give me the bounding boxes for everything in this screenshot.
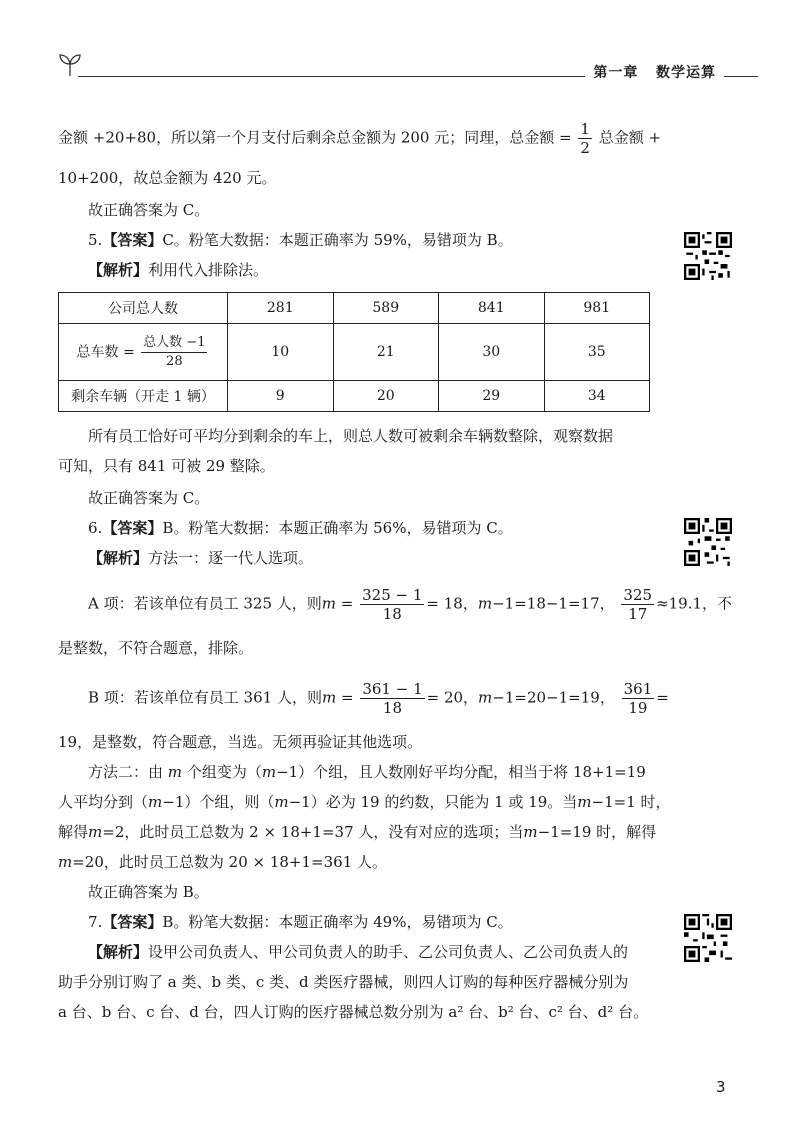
table-cell: 29	[439, 381, 545, 412]
fraction-denominator: 17	[628, 605, 648, 623]
fraction-numerator: 总人数 −1	[141, 334, 207, 353]
table-row	[59, 381, 650, 412]
variable-m: m	[167, 763, 183, 781]
text-segment: B 项：若该单位有员工 361 人，则	[88, 688, 322, 707]
text-line	[58, 120, 661, 157]
text-segment: −1=20−1=19，	[492, 688, 615, 707]
header-title	[585, 62, 724, 82]
text-segment: 总车数 =	[76, 344, 135, 360]
text-segment: −1=1 时，	[591, 793, 671, 811]
variable-m: m	[88, 823, 103, 841]
fraction	[622, 680, 655, 717]
answer-line	[88, 230, 513, 250]
text-line: 所有员工恰好可平均分到剩余的车上，则总人数可被剩余车辆数整除，观察数据	[88, 427, 614, 445]
variable-m: m	[321, 594, 337, 613]
text-segment: −1）必为 19 的约数，只能为 1 或 19。当	[288, 793, 578, 811]
text-segment: 个组变为（	[186, 763, 262, 781]
table-cell: 981	[544, 293, 650, 324]
text-line: 助手分别订购了 a 类、b 类、c 类、d 类医疗器械，则四人订购的每种医疗器械分别为	[58, 973, 629, 991]
table-cell: 9	[228, 381, 334, 412]
text-segment: 解得	[58, 823, 89, 841]
analysis-tag: 【解析】	[88, 261, 149, 279]
text-segment: C。粉笔大数据：本题正确率为 59%，易错项为 B。	[162, 231, 513, 249]
text-line: 19，是整数，符合题意，当选。无须再验证其他选项。	[58, 733, 423, 751]
variable-m: m	[523, 823, 538, 841]
text-segment: 金额 +20+80，所以第一个月支付后剩余总金额为 200 元；同理，总金额 =	[58, 128, 572, 147]
text-segment: 方法二：由	[88, 763, 164, 781]
text-line: 10+200，故总金额为 420 元。	[58, 169, 277, 187]
variable-m: m	[478, 688, 493, 707]
table-cell: 10	[228, 324, 334, 381]
text-line: 可知，只有 841 可被 29 整除。	[58, 457, 275, 475]
text-line	[88, 762, 646, 782]
text-segment: −1）个组，则（	[162, 793, 275, 811]
variable-m: m	[577, 793, 592, 811]
text-segment: ≈19.1，不	[656, 594, 733, 613]
qr-code-icon[interactable]	[684, 232, 732, 280]
data-table	[58, 292, 650, 412]
answer-tag: 【答案】	[102, 913, 163, 931]
table-row	[59, 293, 650, 324]
analysis-line	[88, 942, 628, 962]
text-segment: =	[336, 594, 354, 613]
text-segment: 总金额 +	[598, 128, 662, 147]
variable-m: m	[261, 763, 277, 781]
fraction-denominator: 19	[628, 699, 648, 717]
variable-m: m	[274, 793, 289, 811]
table-cell: 公司总人数	[59, 293, 228, 324]
text-line: 故正确答案为 B。	[88, 883, 209, 901]
text-segment: −1=19 时，解得	[537, 823, 657, 841]
table-cell	[59, 324, 228, 381]
text-segment: 利用代入排除法。	[148, 261, 269, 279]
fraction	[621, 586, 654, 623]
leaf-icon	[58, 52, 82, 78]
page-number: 3	[716, 1078, 726, 1096]
qr-code-icon[interactable]	[684, 914, 732, 962]
analysis-line	[88, 260, 268, 280]
answer-line	[88, 518, 513, 538]
fraction	[360, 586, 424, 623]
chapter-title: 数学运算	[656, 65, 716, 81]
fraction-numerator: 1	[580, 120, 590, 138]
table-cell: 21	[333, 324, 439, 381]
text-segment: 人平均分到（	[58, 793, 149, 811]
analysis-tag: 【解析】	[88, 549, 149, 567]
chapter-label: 第一章	[593, 65, 639, 81]
fraction-denominator: 18	[382, 699, 403, 717]
text-segment: =	[656, 688, 669, 707]
text-line	[58, 822, 656, 842]
fraction	[578, 120, 592, 157]
fraction	[141, 334, 207, 371]
fraction-denominator: 28	[166, 353, 183, 369]
answer-line	[88, 912, 513, 932]
text-segment: −1）个组，且人数刚好平均分配，相当于将 18+1=19	[276, 763, 646, 781]
analysis-tag: 【解析】	[88, 943, 149, 961]
variable-m: m	[477, 594, 493, 613]
text-line	[88, 586, 732, 623]
variable-m: m	[148, 793, 163, 811]
text-segment: =2，此时员工总数为 2 × 18+1=37 人，没有对应的选项；当	[102, 823, 524, 841]
text-line	[88, 680, 669, 717]
table-cell: 281	[228, 293, 334, 324]
fraction-numerator: 361 − 1	[362, 680, 423, 698]
question-number: 5.	[88, 231, 103, 249]
fraction	[360, 680, 424, 717]
text-line: 故正确答案为 C。	[88, 201, 210, 219]
text-segment: B。粉笔大数据：本题正确率为 56%，易错项为 C。	[162, 519, 513, 537]
fraction-denominator: 2	[580, 139, 590, 157]
text-segment: = 18，	[426, 594, 478, 613]
text-segment: = 20，	[426, 688, 479, 707]
fraction-numerator: 325 − 1	[362, 586, 423, 604]
variable-m: m	[321, 688, 337, 707]
table-cell: 30	[439, 324, 545, 381]
table-cell: 20	[333, 381, 439, 412]
answer-tag: 【答案】	[102, 231, 163, 249]
text-segment: 设甲公司负责人、甲公司负责人的助手、乙公司负责人、乙公司负责人的	[148, 943, 629, 961]
table-cell: 剩余车辆（开走 1 辆）	[59, 381, 228, 412]
question-number: 7.	[88, 913, 103, 931]
question-number: 6.	[88, 519, 103, 537]
page-header	[58, 52, 758, 82]
variable-m: m	[58, 853, 73, 871]
table-cell: 35	[544, 324, 650, 381]
qr-code-icon[interactable]	[684, 518, 732, 566]
text-segment: −1=18−1=17，	[492, 594, 615, 613]
text-line	[58, 852, 387, 872]
text-segment: =	[336, 688, 354, 707]
table-cell: 34	[544, 381, 650, 412]
text-segment: 方法一：逐一代人选项。	[148, 549, 314, 567]
fraction-numerator: 325	[623, 586, 653, 604]
answer-tag: 【答案】	[102, 519, 163, 537]
text-line: a 台、b 台、c 台、d 台，四人订购的医疗器械总数分别为 a² 台、b² 台、c² 台、d² 台。	[58, 1003, 649, 1021]
analysis-line	[88, 548, 313, 568]
table-row	[59, 324, 650, 381]
fraction-numerator: 361	[623, 680, 653, 698]
text-line: 故正确答案为 C。	[88, 489, 210, 507]
text-segment: B。粉笔大数据：本题正确率为 49%，易错项为 C。	[162, 913, 513, 931]
text-segment: =20，此时员工总数为 20 × 18+1=361 人。	[72, 853, 388, 871]
text-segment: A 项：若该单位有员工 325 人，则	[88, 594, 322, 613]
table-cell: 841	[439, 293, 545, 324]
text-line: 是整数，不符合题意，排除。	[58, 639, 254, 657]
table-cell: 589	[333, 293, 439, 324]
fraction-denominator: 18	[382, 605, 402, 623]
text-line	[58, 792, 671, 812]
